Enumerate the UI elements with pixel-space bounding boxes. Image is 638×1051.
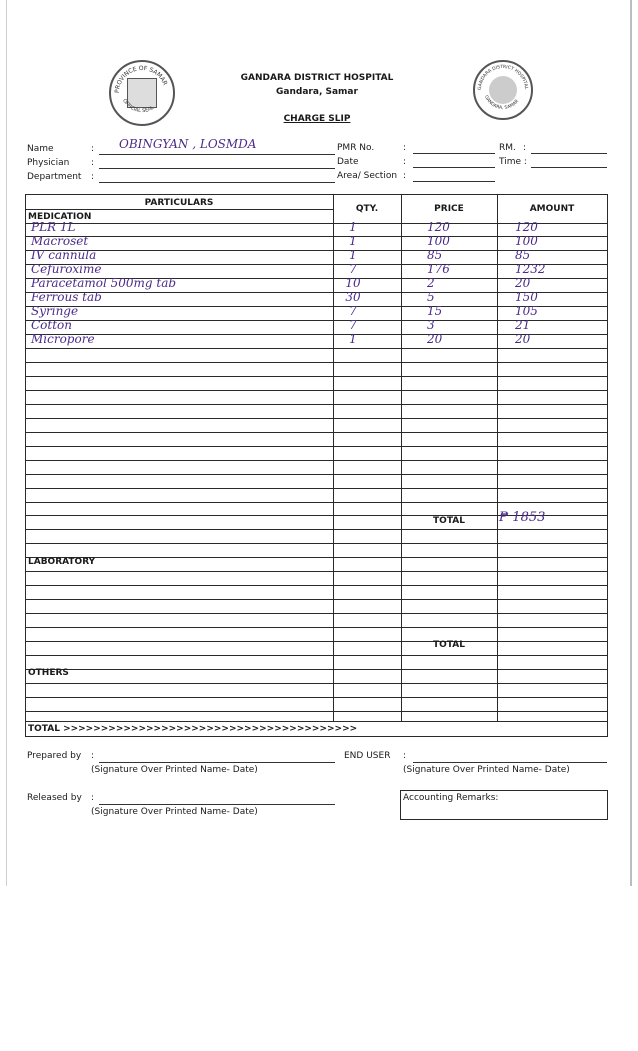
medication-amount: 21 — [515, 318, 531, 332]
hospital-location: Gandara, Samar — [276, 87, 358, 97]
table-rule — [25, 194, 607, 195]
medication-total-value: ₱ 1853 — [499, 510, 546, 525]
table-rule — [25, 362, 607, 363]
seal-left-bottom: OFFICIAL SEAL — [121, 97, 156, 115]
pmr-label: PMR No. — [337, 143, 375, 153]
header-qty: QTY. — [355, 204, 379, 214]
medication-amount: 150 — [515, 290, 538, 304]
table-rule — [25, 404, 607, 405]
medication-qty: 1 — [349, 234, 357, 248]
medication-price: 2 — [427, 276, 435, 290]
name-value: OBINGYAN , LOSMDA — [119, 137, 257, 151]
medication-qty: 7 — [349, 262, 357, 276]
medication-price: 85 — [427, 248, 443, 262]
medication-particular: IV cannula — [31, 248, 97, 262]
province-seal-icon — [109, 60, 175, 126]
seal-right-text: GANDARA DISTRICT HOSPITAL — [477, 64, 529, 91]
table-rule — [497, 194, 498, 721]
table-rule — [25, 557, 607, 558]
table-rule — [25, 348, 607, 349]
medication-amount: 20 — [515, 276, 531, 290]
end-user-label: END USER — [344, 751, 391, 761]
area-label: Area/ Section — [337, 171, 398, 181]
table-rule — [25, 474, 607, 475]
medication-price: 3 — [427, 318, 435, 332]
charge-slip-sheet — [6, 0, 632, 886]
date-colon: : — [403, 157, 407, 167]
medication-amount: 85 — [515, 248, 531, 262]
table-rule — [25, 641, 607, 642]
medication-particular: Micropore — [31, 332, 95, 346]
medication-qty: 1 — [349, 332, 357, 346]
medication-qty: 10 — [345, 276, 361, 290]
laboratory-total-label: TOTAL — [433, 640, 465, 650]
medication-particular: Ferrous tab — [31, 290, 102, 304]
grand-total-label: TOTAL >>>>>>>>>>>>>>>>>>>>>>>>>>>>>>>>>>>>>>> — [28, 724, 358, 734]
medication-particular: Paracetamol 500mg tab — [31, 276, 177, 290]
name-label: Name — [27, 144, 54, 154]
medication-price: 100 — [427, 234, 450, 248]
header-particulars: PARTICULARS — [144, 198, 214, 208]
medication-price: 176 — [427, 262, 450, 276]
end-user-colon: : — [403, 751, 407, 761]
released-by-colon: : — [91, 793, 95, 803]
medication-qty: 30 — [345, 290, 361, 304]
hospital-name: GANDARA DISTRICT HOSPITAL — [240, 73, 394, 83]
medication-amount: 20 — [515, 332, 531, 346]
table-rule — [25, 502, 607, 503]
rm-label: RM. — [499, 143, 516, 153]
medication-qty: 1 — [349, 220, 357, 234]
department-label: Department — [27, 172, 82, 182]
medication-qty: 7 — [349, 304, 357, 318]
table-rule — [25, 711, 607, 712]
section-medication: MEDICATION — [28, 212, 92, 222]
table-rule — [25, 488, 607, 489]
table-rule — [25, 627, 607, 628]
header-price: PRICE — [434, 204, 464, 214]
table-rule — [25, 460, 607, 461]
table-rule — [25, 599, 607, 600]
medication-qty: 1 — [349, 248, 357, 262]
prepared-by-label: Prepared by — [27, 751, 82, 761]
physician-colon: : — [91, 158, 95, 168]
table-rule — [25, 585, 607, 586]
accounting-remarks-box — [400, 790, 608, 820]
medication-particular: Cotton — [31, 318, 73, 332]
form-title: CHARGE SLIP — [283, 114, 351, 124]
table-rule — [25, 390, 607, 391]
table-rule — [25, 736, 608, 737]
time-label: Time : — [499, 157, 527, 167]
table-rule — [25, 683, 607, 684]
medication-particular: Syringe — [31, 304, 79, 318]
table-rule — [25, 669, 607, 670]
date-label: Date — [337, 157, 359, 167]
svg-text:GANDARA DISTRICT HOSPITAL — [477, 64, 529, 90]
table-rule — [25, 376, 607, 377]
table-rule — [25, 613, 607, 614]
medication-total-label: TOTAL — [433, 516, 465, 526]
medication-particular: Cefuroxime — [31, 262, 102, 276]
released-by-label: Released by — [27, 793, 82, 803]
header-amount: AMOUNT — [529, 204, 575, 214]
table-rule — [25, 529, 607, 530]
table-rule — [25, 721, 607, 722]
hospital-seal-icon — [473, 60, 533, 120]
accounting-remarks-label: Accounting Remarks: — [403, 793, 499, 803]
pmr-colon: : — [403, 143, 407, 153]
table-rule — [25, 571, 607, 572]
table-rule — [25, 446, 607, 447]
end-user-caption: (Signature Over Printed Name- Date) — [403, 765, 570, 775]
medication-particular: Macroset — [31, 234, 89, 248]
medication-amount: 1232 — [515, 262, 546, 276]
svg-text:GANDARA, SAMAR — [483, 94, 520, 111]
prepared-by-caption: (Signature Over Printed Name- Date) — [91, 765, 258, 775]
svg-text:OFFICIAL SEAL — [121, 98, 155, 114]
table-rule — [607, 194, 608, 736]
svg-text:PROVINCE OF SAMAR — [114, 65, 169, 93]
table-rule — [25, 209, 333, 210]
section-laboratory: LABORATORY — [28, 557, 96, 567]
medication-amount: 120 — [515, 220, 538, 234]
table-rule — [25, 655, 607, 656]
medication-particular: PLR 1L — [31, 220, 76, 234]
physician-label: Physician — [27, 158, 70, 168]
medication-amount: 100 — [515, 234, 538, 248]
medication-price: 20 — [427, 332, 443, 346]
medication-price: 120 — [427, 220, 450, 234]
medication-price: 5 — [427, 290, 435, 304]
table-rule — [25, 418, 607, 419]
table-rule — [25, 543, 607, 544]
table-rule — [25, 432, 607, 433]
table-rule — [25, 697, 607, 698]
name-colon: : — [91, 144, 95, 154]
medication-qty: 7 — [349, 318, 357, 332]
medication-price: 15 — [427, 304, 443, 318]
seal-right-bottom: GANDARA, SAMAR — [483, 94, 521, 111]
section-others: OTHERS — [28, 668, 69, 678]
prepared-by-colon: : — [91, 751, 95, 761]
area-colon: : — [403, 171, 407, 181]
department-colon: : — [91, 172, 95, 182]
seal-left-text: PROVINCE OF SAMAR — [113, 64, 169, 94]
rm-colon: : — [523, 143, 527, 153]
medication-amount: 105 — [515, 304, 538, 318]
released-by-caption: (Signature Over Printed Name- Date) — [91, 807, 258, 817]
